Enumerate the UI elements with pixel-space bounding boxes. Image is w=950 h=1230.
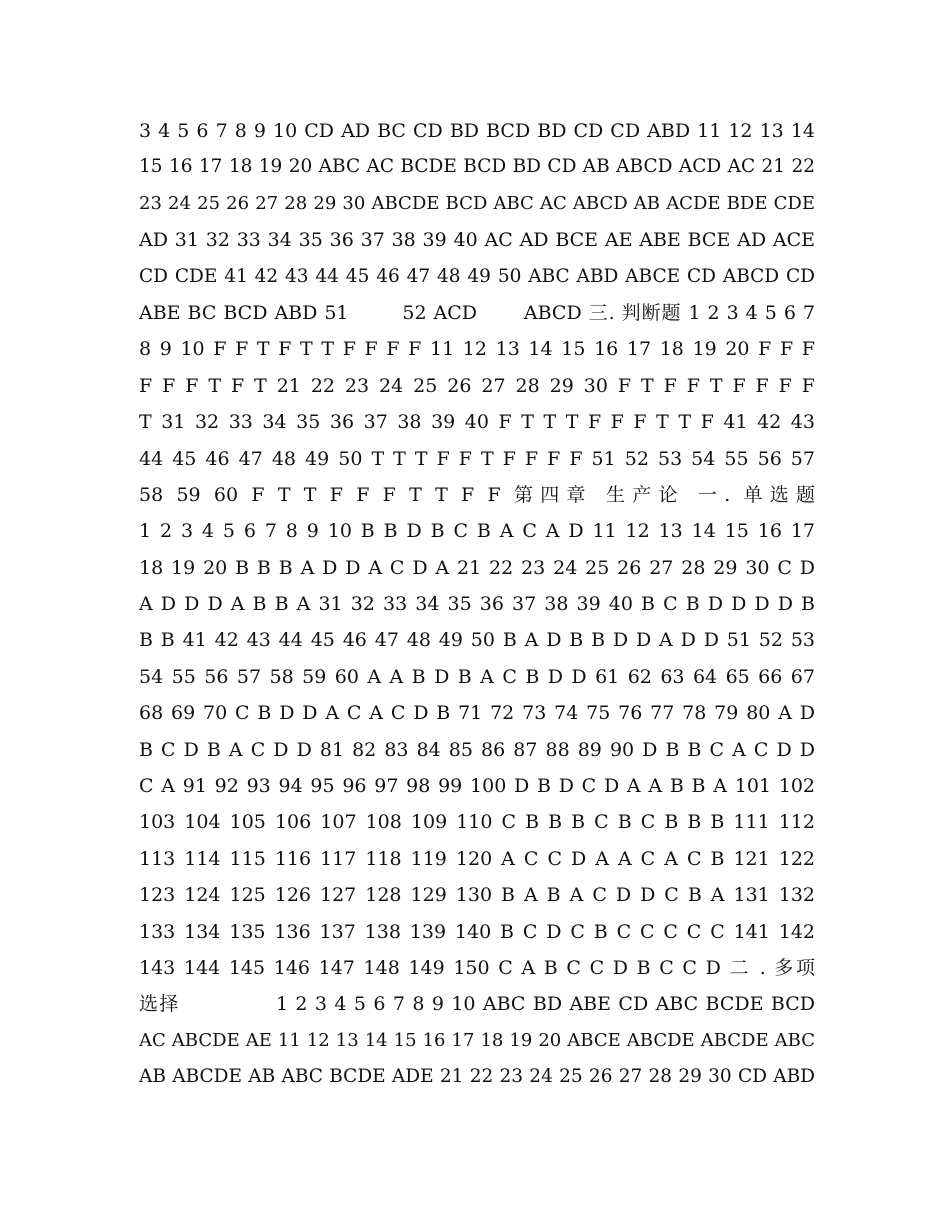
text-line: AB ABCDE AB ABC BCDE ADE 21 22 23 24 25 26 27 28 29 30 CD ABD (139, 1066, 815, 1088)
text-line: 143 144 145 146 147 148 149 150 C A B C C D B C C D 二 . 多项 (139, 956, 815, 979)
text-line: 选择 1 2 3 4 5 6 7 8 9 10 ABC BD ABE CD ABC BCDE BCD (139, 993, 815, 1016)
text-line: B B 41 42 43 44 45 46 47 48 49 50 B A D B B D D A D D 51 52 53 (139, 629, 815, 652)
text-line: 103 104 105 106 107 108 109 110 C B B B C B C B B B 111 112 (139, 811, 815, 834)
text-line: AC ABCDE AE 11 12 13 14 15 16 17 18 19 20 ABCE ABCDE ABCDE ABC (139, 1029, 815, 1051)
text-line: 123 124 125 126 127 128 129 130 B A B A C D D C B A 131 132 (139, 884, 815, 907)
text-line: AD 31 32 33 34 35 36 37 38 39 40 AC AD BCE AE ABE BCE AD ACE (139, 229, 815, 252)
text-line: 54 55 56 57 58 59 60 A A B D B A C B D D 61 62 63 64 65 66 67 (139, 665, 815, 688)
text-line: T 31 32 33 34 35 36 37 38 39 40 F T T T F F F T T F 41 42 43 (139, 411, 815, 434)
text-line: 113 114 115 116 117 118 119 120 A C C D A A C A C B 121 122 (139, 847, 815, 870)
text-line: 18 19 20 B B B A D D A C D A 21 22 23 24 25 26 27 28 29 30 C D (139, 556, 815, 579)
text-line: C A 91 92 93 94 95 96 97 98 99 100 D B D C D A A B B A 101 102 (139, 775, 815, 798)
text-line: CD CDE 41 42 43 44 45 46 47 48 49 50 ABC ABD ABCE CD ABCD CD (139, 265, 815, 287)
text-line: 1 2 3 4 5 6 7 8 9 10 B B D B C B A C A D 11 12 13 14 15 16 17 (139, 520, 815, 543)
text-line: 68 69 70 C B D D A C A C D B 71 72 73 74 75 76 77 78 79 80 A D (139, 702, 815, 725)
text-line: 15 16 17 18 19 20 ABC AC BCDE BCD BD CD AB ABCD ACD AC 21 22 (139, 156, 815, 178)
text-line: 23 24 25 26 27 28 29 30 ABCDE BCD ABC AC ABCD AB ACDE BDE CDE (139, 192, 815, 214)
text-line: ABE BC BCD ABD 51 52 ACD ABCD 三. 判断题 1 2 3 4 5 6 7 (139, 301, 815, 324)
text-line: F F F T F T 21 22 23 24 25 26 27 28 29 30 F T F F T F F F F (139, 374, 815, 397)
text-line: 3 4 5 6 7 8 9 10 CD AD BC CD BD BCD BD CD CD ABD 11 12 13 14 (139, 120, 815, 142)
text-line: 58 59 60 F T T F F F T T F F 第四章 生产论 一. 单选题 (139, 483, 815, 506)
text-line: 8 9 10 F F T F T T F F F F 11 12 13 14 15 16 17 18 19 20 F F F (139, 338, 815, 361)
text-line: B C D B A C D D 81 82 83 84 85 86 87 88 89 90 D B B C A C D D (139, 738, 815, 761)
answer-key-text (139, 113, 815, 1096)
text-line: 133 134 135 136 137 138 139 140 B C D C B C C C C C 141 142 (139, 920, 815, 943)
text-line: A D D D A B B A 31 32 33 34 35 36 37 38 39 40 B C B D D D D B (139, 593, 815, 616)
text-line: 44 45 46 47 48 49 50 T T T F F T F F F F 51 52 53 54 55 56 57 (139, 447, 815, 470)
